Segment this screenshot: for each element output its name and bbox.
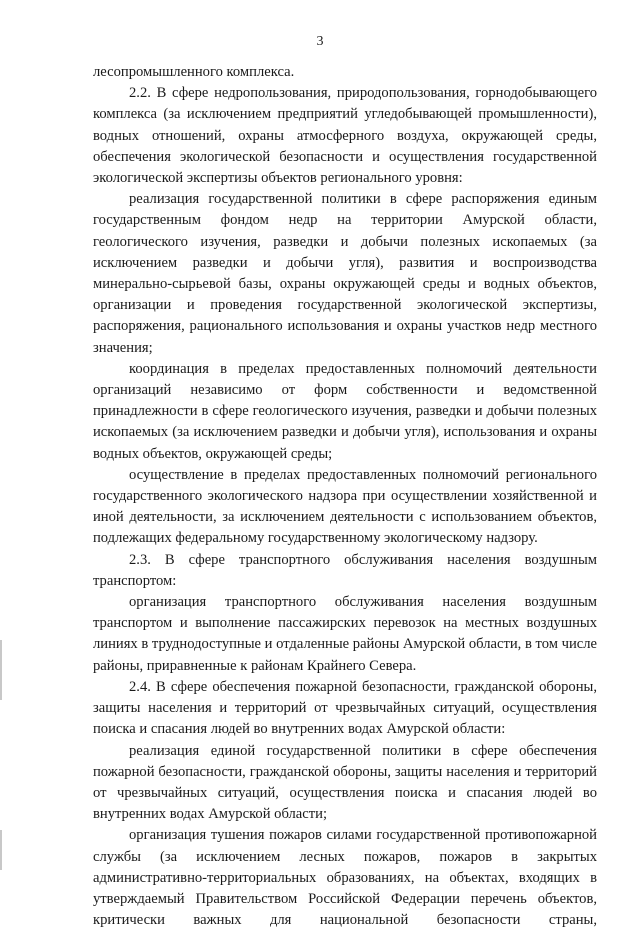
paragraph-ecological-supervision: осуществление в пределах предоставленных полномочий регионального государственного экологического надзора при осуществлении хозяйственной и иной деятельности, за исключением деятельности с использованием объектов, подлежащих федеральному государственному экологическому надзору.	[93, 466, 597, 547]
paragraph-subsoil-policy: реализация государственной политики в сфере распоряжения единым государственным фондом недр на территории Амурской области, геологического изучения, разведки и добычи полезных ископаемых (за исключением разведки и добычи угля), развития и воспроизводства минерально-сырьевой базы, охраны окружающей среды и водных объектов, организации и проведения государственной экологической экспертизы, распоряжения, рационального использования и охраны участков недр местного значения;	[93, 191, 597, 356]
paragraph-air-transport: организация транспортного обслуживания населения воздушным транспортом и выполнение пассажирских перевозок на местных воздушных линиях в труднодоступные и отдаленные районы Амурской области, в том числе районы, приравненные к районам Крайнего Севера.	[93, 594, 597, 674]
section-2-3-heading: 2.3. В сфере транспортного обслуживания населения воздушным транспортом:	[93, 551, 597, 589]
paragraph-coordination: координация в пределах предоставленных полномочий деятельности организаций независимо от форм собственности и ведомственной принадлежности в сфере геологического изучения, разведки и добычи полезных ископаемых (за исключением разведки и добычи угля), использования и охраны водных объектов, окружающей среды;	[93, 360, 597, 462]
paragraph-firefighting-organization: организация тушения пожаров силами государственной противопожарной службы (за исключением лесных пожаров, пожаров в закрытых административно-территориальных образованиях, на объектах, входящих в утверждаемый Правительством Российской Федерации перечень объектов, критически важных для национальной безопасности страны,	[93, 827, 597, 929]
section-2-2-heading: 2.2. В сфере недропользования, природопользования, горнодобывающего комплекса (за исключением предприятий угледобывающей промышленности), водных отношений, охраны атмосферного воздуха, окружающей среды, обеспечения экологической безопасности и осуществления государственной экологической экспертизы объектов регионального уровня:	[93, 85, 597, 187]
paragraph-continuation: лесопромышленного комплекса.	[93, 64, 295, 80]
document-body	[93, 62, 597, 931]
scan-edge-mark-lower	[0, 830, 2, 870]
section-2-4-heading: 2.4. В сфере обеспечения пожарной безопасности, гражданской обороны, защиты населения и территорий от чрезвычайных ситуаций, осуществления поиска и спасания людей во внутренних водах Амурской области:	[93, 678, 597, 738]
page-number: 3	[316, 34, 324, 49]
paragraph-fire-safety-policy: реализация единой государственной политики в сфере обеспечения пожарной безопасности, гражданской обороны, защиты населения и территорий от чрезвычайных ситуаций, осуществления поиска и спасания людей во внутренних водах Амурской области;	[93, 742, 597, 823]
scan-edge-mark	[0, 640, 2, 700]
